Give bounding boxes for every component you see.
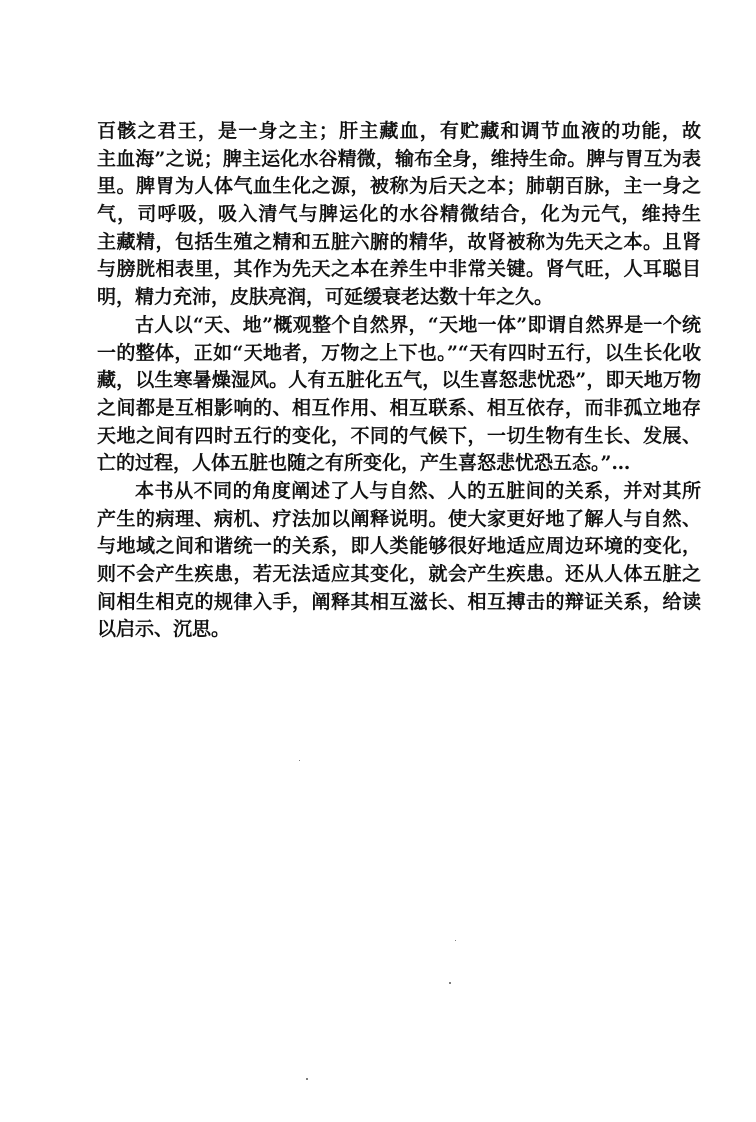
scan-speck [455,940,456,941]
text-line: 天地之间有四时五行的变化，不同的气候下，一切生物有生长、发展、 [97,424,701,447]
text-line: 百骸之君王，是一身之主；肝主藏血，有贮藏和调节血液的功能，故 [97,120,701,142]
document-body [97,118,701,644]
text-line: 之间都是互相影响的、相互作用、相互联系、相互依存，而非孤立地存 [97,396,701,419]
text-line: 藏，以生寒暑燥湿风。人有五脏化五气，以生喜怒悲忧恐”，即天地万物 [97,369,701,392]
text-line: 气，司呼吸，吸入清气与脾运化的水谷精微结合，化为元气，维持生 [97,203,701,226]
scan-speck [299,760,300,761]
text-line: 则不会产生疾患，若无法适应其变化，就会产生疾患。还从人体五脏之 [97,563,701,585]
text-line: 产生的病理、病机、疗法加以阐释说明。使大家更好地了解人与自然、 [97,507,701,530]
text-line: 本书从不同的角度阐述了人与自然、人的五脏间的关系，并对其所 [135,479,701,502]
text-line: 一的整体，正如“天地者，万物之上下也。”“天有四时五行，以生长化收 [97,341,701,364]
text-line: 里。脾胃为人体气血生化之源，被称为后天之本；肺朝百脉，主一身之 [97,175,701,198]
text-line: 明，精力充沛，皮肤亮润，可延缓衰老达数十年之久。 [97,286,554,309]
scan-speck [306,1078,308,1080]
text-line: 主藏精，包括生殖之精和五脏六腑的精华，故肾被称为先天之本。且肾 [97,230,701,253]
text-line: 与地域之间和谐统一的关系，即人类能够很好地适应周边环境的变化， [97,535,701,558]
scan-speck [449,982,451,984]
text-line: 以启示、沉思。 [97,618,231,641]
text-line: 亡的过程，人体五脏也随之有所变化，产生喜怒悲忧恐五态。”… [97,452,631,475]
text-line: 与膀胱相表里，其作为先天之本在养生中非常关键。肾气旺，人耳聪目 [97,258,701,281]
text-line: 主血海”之说；脾主运化水谷精微，输布全身，维持生命。脾与胃互为表 [97,147,701,170]
text-line: 古人以“天、地”概观整个自然界，“天地一体”即谓自然界是一个统 [135,313,701,336]
text-line: 间相生相克的规律入手，阐释其相互滋长、相互搏击的辩证关系，给读 [97,590,701,613]
